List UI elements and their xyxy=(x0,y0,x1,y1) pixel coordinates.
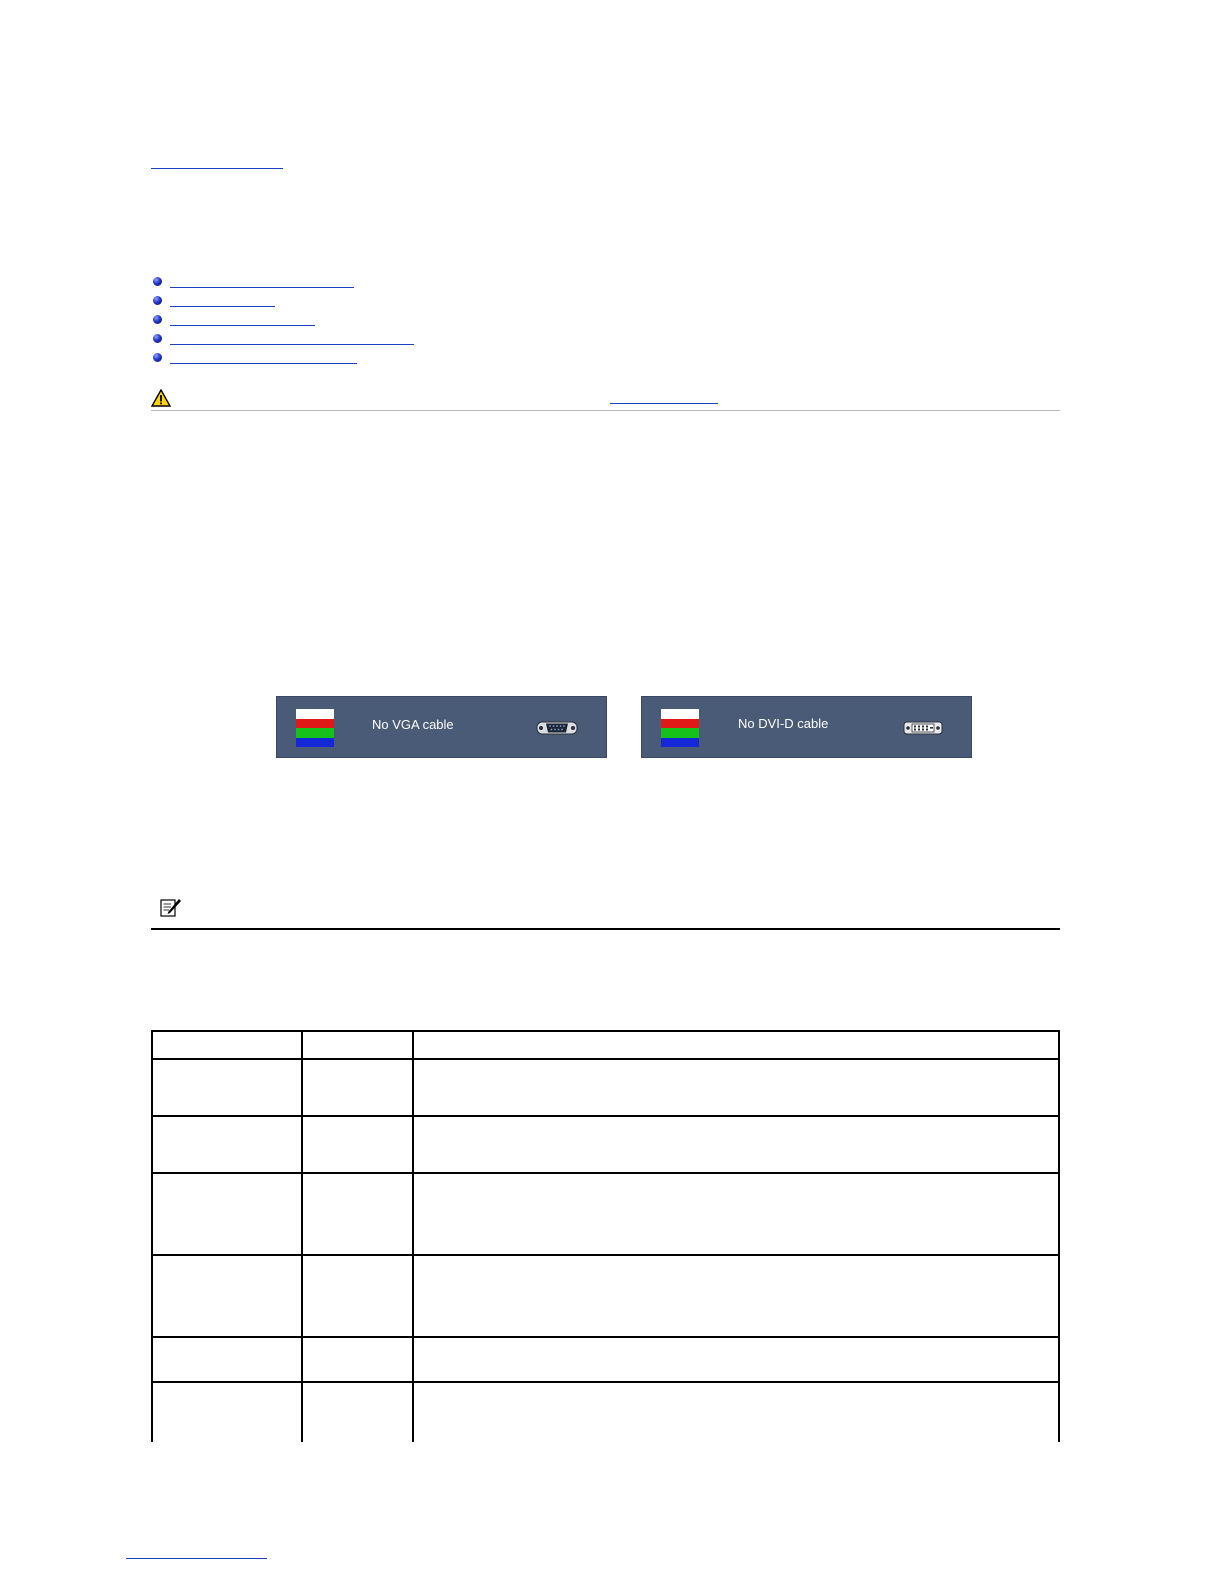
top-nav-link-underline xyxy=(151,168,283,169)
osd-no-vga-panel xyxy=(276,696,607,758)
table-cell xyxy=(152,1382,302,1442)
toc-link-underline xyxy=(170,325,315,326)
bullet-icon xyxy=(153,296,162,305)
table-cell xyxy=(413,1255,1059,1337)
color-flag-icon xyxy=(296,709,334,747)
vga-connector-icon xyxy=(536,719,578,737)
table-row xyxy=(152,1059,1059,1116)
table-cell xyxy=(302,1059,413,1116)
table-cell xyxy=(413,1382,1059,1442)
color-flag-icon xyxy=(661,709,699,747)
pencil-note-icon xyxy=(160,898,182,918)
table-cell xyxy=(302,1173,413,1255)
table-header-cell xyxy=(152,1031,302,1059)
osd-no-dvi-panel xyxy=(641,696,972,758)
bullet-icon xyxy=(153,353,162,362)
note-divider xyxy=(151,928,1060,930)
table-cell xyxy=(152,1173,302,1255)
table-cell xyxy=(413,1116,1059,1173)
table-cell xyxy=(413,1173,1059,1255)
table-cell xyxy=(152,1116,302,1173)
table-cell xyxy=(302,1382,413,1442)
osd-message-text: No DVI-D cable xyxy=(738,716,829,731)
table-cell xyxy=(152,1337,302,1382)
bottom-nav-link-underline xyxy=(126,1558,267,1559)
table-cell xyxy=(152,1255,302,1337)
table-cell xyxy=(302,1255,413,1337)
toc-link-underline xyxy=(170,287,354,288)
table-header-cell xyxy=(302,1031,413,1059)
table-header-cell xyxy=(413,1031,1059,1059)
toc-link-underline xyxy=(170,363,357,364)
osd-message-text: No VGA cable xyxy=(372,717,454,732)
troubleshooting-table xyxy=(151,1030,1060,1442)
table-row xyxy=(152,1173,1059,1255)
table-header-row xyxy=(152,1031,1059,1059)
table-row xyxy=(152,1116,1059,1173)
caution-divider xyxy=(151,410,1060,411)
dvi-connector-icon xyxy=(903,719,943,737)
table-cell xyxy=(152,1059,302,1116)
table-cell xyxy=(302,1337,413,1382)
caution-link-underline xyxy=(610,403,718,404)
warning-triangle-icon xyxy=(151,389,171,407)
bullet-icon xyxy=(153,334,162,343)
bullet-icon xyxy=(153,277,162,286)
table-cell xyxy=(413,1337,1059,1382)
table-cell xyxy=(413,1059,1059,1116)
table-cell xyxy=(302,1116,413,1173)
table-row xyxy=(152,1382,1059,1442)
table-row xyxy=(152,1337,1059,1382)
table-row xyxy=(152,1255,1059,1337)
bullet-icon xyxy=(153,315,162,324)
toc-link-underline xyxy=(170,306,275,307)
toc-link-underline xyxy=(170,344,414,345)
